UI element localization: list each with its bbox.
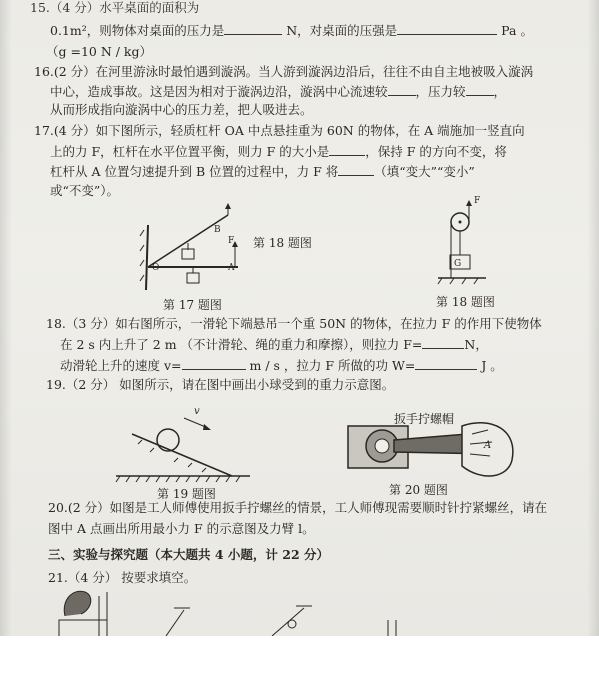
q20-line1: 20.(2 分）如图是工人师傅使用扳手拧螺丝的情景，工人师傅现需要顺时针拧紧螺丝，请在 (48, 500, 548, 515)
ramp-figure-partial (268, 602, 318, 636)
label-O: O (152, 263, 160, 273)
fig19-caption: 第 19 题图 (157, 487, 216, 501)
answer-blank[interactable] (182, 357, 246, 370)
q16-line1: 16.(2 分）在河里游泳时最怕遇到漩涡。当人游到漩涡边沿后，往往不由自主地被吸入漩涡 (34, 64, 534, 79)
answer-blank[interactable] (422, 336, 464, 349)
q15-line2: 0.1m²，则物体对桌面的压力是 N，对桌面的压强是 Pa 。 (50, 23, 533, 38)
answer-blank[interactable] (329, 143, 365, 156)
lever-figure (138, 205, 248, 295)
pulley-label-G: G (454, 259, 462, 269)
q16-line3: 从而形成指向漩涡中心的压力差，把人吸进去。 (50, 102, 313, 117)
answer-blank[interactable] (415, 357, 477, 370)
hook-figure-partial (384, 620, 404, 636)
incline-figure-partial (160, 606, 200, 636)
apparatus-figure-partial (55, 586, 115, 636)
q18-line1: 18.（3 分）如右图所示，一滑轮下端悬吊一个重 50N 的物体，在拉力 F 的作用下使物体 (46, 316, 542, 331)
answer-blank[interactable] (388, 83, 416, 96)
q19-line1: 19.（2 分） 如图所示，请在图中画出小球受到的重力示意图。 (46, 377, 395, 392)
q17-line1: 17.(4 分）如下图所示，轻质杠杆 OA 中点悬挂重为 60N 的物体，在 A 端施加一竖直向 (34, 123, 525, 138)
answer-blank[interactable] (224, 22, 282, 35)
section3-heading: 三、实验与探究题（本大题共 4 小题，计 22 分） (48, 547, 330, 562)
q17-line3: 杠杆从 A 位置匀速提升到 B 位置的过程中，力 F 将 （填“变大”“变小” (50, 164, 475, 179)
label-F: F (228, 236, 235, 246)
q17-line4: 或“不变”）。 (50, 183, 120, 198)
q15-line3: （g =10 N / kg） (46, 44, 152, 59)
left-edge-shadow (0, 0, 12, 636)
answer-blank[interactable] (338, 163, 374, 176)
pulley-label-F: F (474, 196, 481, 206)
label-A: A (228, 263, 235, 273)
q18-line3: 动滑轮上升的速度 v= m / s ，拉力 F 所做的功 W= J 。 (60, 358, 503, 373)
q17-line2: 上的力 F，杠杆在水平位置平衡，则力 F 的大小是 ，保持 F 的方向不变，将 (50, 144, 507, 159)
fig20-caption: 第 20 题图 (389, 483, 448, 497)
incline-figure (112, 400, 252, 485)
fig18-caption: 第 18 题图 (436, 295, 495, 309)
fig17-caption: 第 17 题图 (163, 298, 222, 312)
q18-line2: 在 2 s 内上升了 2 m （不计滑轮、绳的重力和摩擦），则拉力 F= N， (60, 337, 488, 352)
pulley-figure (438, 200, 498, 290)
q21-line1: 21.（4 分） 按要求填空。 (48, 570, 197, 585)
fig20-title: 扳手拧螺帽 (394, 412, 455, 426)
q20-line2: 图中 A 点画出所用最小力 F 的示意图及力臂 l。 (48, 521, 315, 536)
velocity-label-v: v (194, 406, 200, 417)
wrench-label-A: A (484, 440, 492, 451)
q15-line1: 15.（4 分）水平桌面的面积为 (30, 0, 200, 15)
q16-line2: 中心，造成事故。这是因为相对于漩涡边沿，漩涡中心流速较 ，压力较 ， (50, 84, 507, 99)
label-B: B (214, 225, 221, 235)
right-edge-shadow (587, 0, 599, 636)
answer-blank[interactable] (397, 22, 497, 35)
fig18-inline-caption: 第 18 题图 (253, 236, 312, 250)
wrench-figure (342, 420, 522, 490)
answer-blank[interactable] (466, 83, 494, 96)
